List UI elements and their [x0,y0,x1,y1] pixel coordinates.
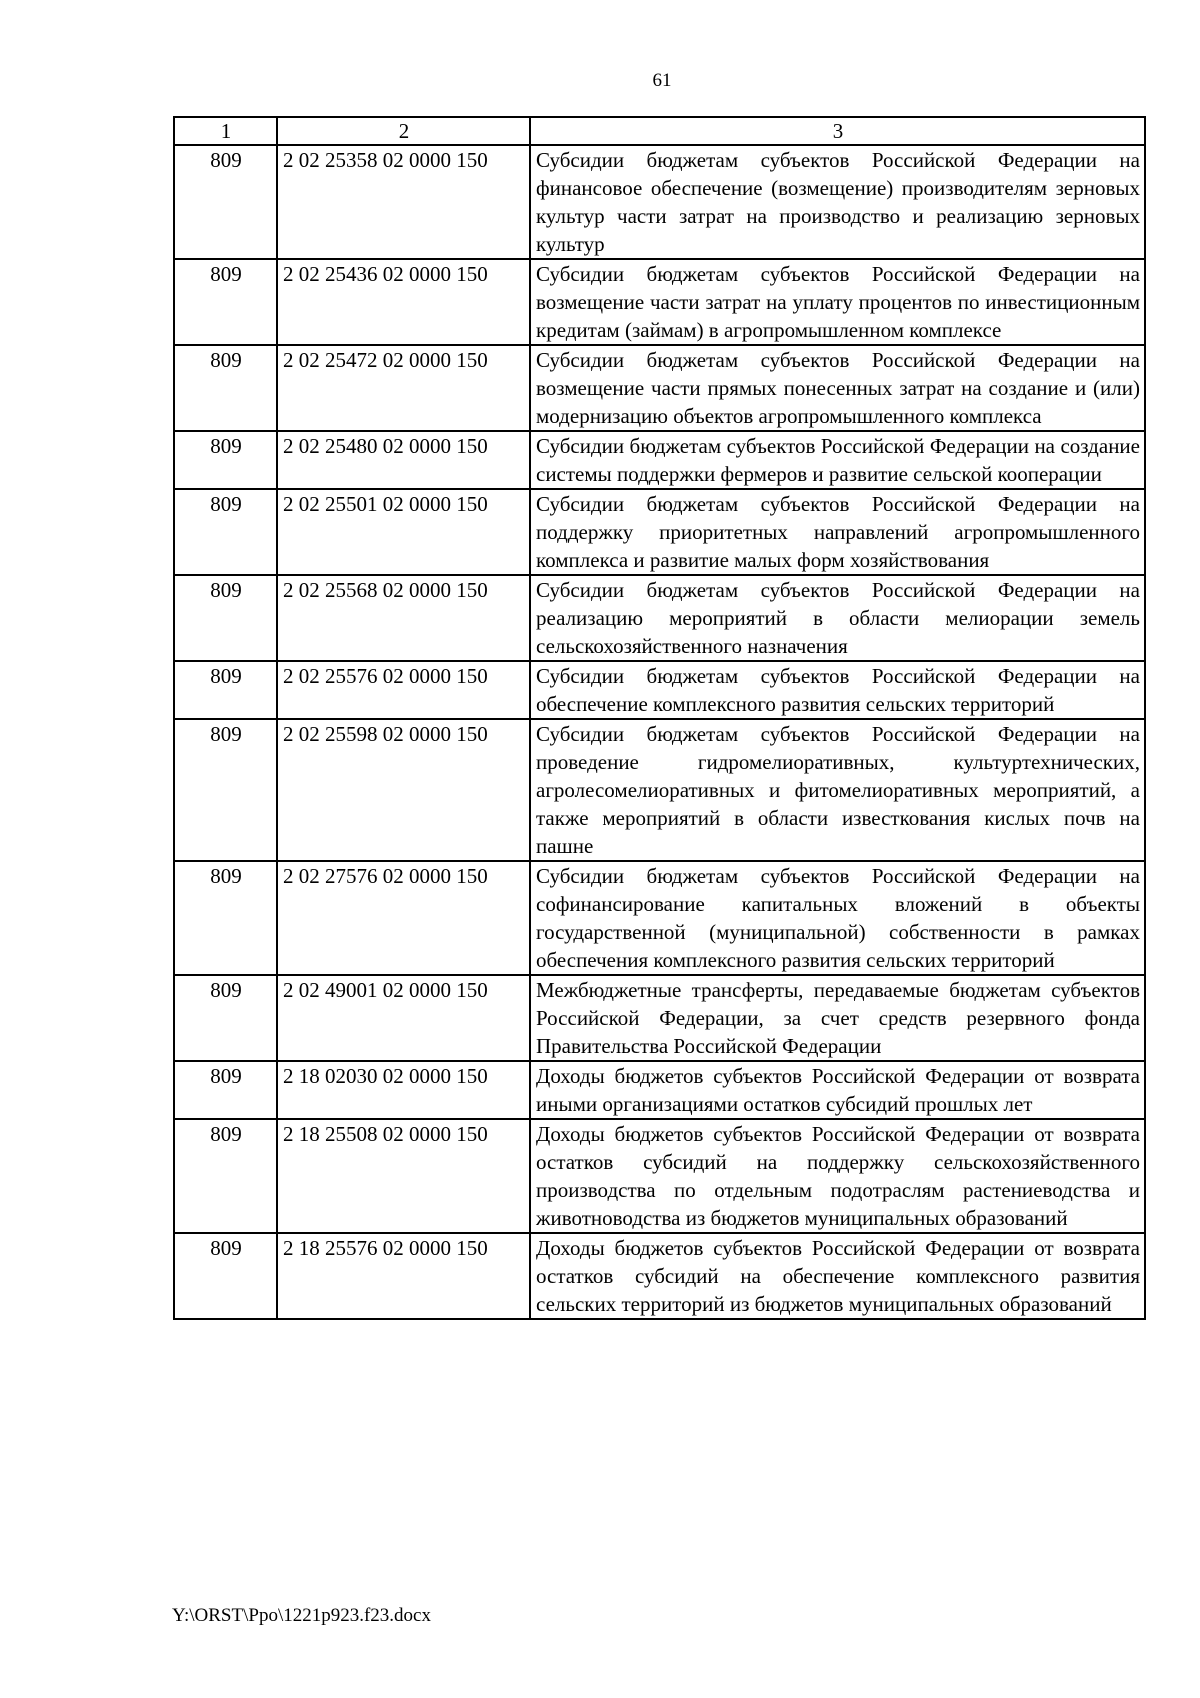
budget-classification-code-cell: 2 02 25501 02 0000 150 [277,489,530,575]
description-cell: Доходы бюджетов субъектов Российской Федерации от возврата остатков субсидий на обеспечение комплексного развития сельских территорий из бюджетов муниципальных образований [530,1233,1145,1319]
table-row [174,1233,1145,1319]
table-row [174,661,1145,719]
admin-code-cell: 809 [174,489,277,575]
admin-code-cell: 809 [174,431,277,489]
description-cell: Субсидии бюджетам субъектов Российской Федерации на финансовое обеспечение (возмещение) производителям зерновых культур части затрат на производство и реализацию зерновых культур [530,145,1145,259]
column-header-1: 1 [174,117,277,145]
budget-classification-code-cell: 2 02 25358 02 0000 150 [277,145,530,259]
column-header-3: 3 [530,117,1145,145]
admin-code-cell: 809 [174,975,277,1061]
description-cell: Доходы бюджетов субъектов Российской Федерации от возврата иными организациями остатков субсидий прошлых лет [530,1061,1145,1119]
table-row [174,1061,1145,1119]
column-header-2: 2 [277,117,530,145]
budget-classification-code-cell: 2 02 25436 02 0000 150 [277,259,530,345]
description-cell: Субсидии бюджетам субъектов Российской Федерации на обеспечение комплексного развития сельских территорий [530,661,1145,719]
table-row [174,975,1145,1061]
description-cell: Межбюджетные трансферты, передаваемые бюджетам субъектов Российской Федерации, за счет средств резервного фонда Правительства Российской Федерации [530,975,1145,1061]
table-row [174,489,1145,575]
budget-classification-code-cell: 2 02 25472 02 0000 150 [277,345,530,431]
description-cell: Субсидии бюджетам субъектов Российской Федерации на поддержку приоритетных направлений агропромышленного комплекса и развитие малых форм хозяйствования [530,489,1145,575]
description-cell: Субсидии бюджетам субъектов Российской Федерации на создание системы поддержки фермеров и развитие сельской кооперации [530,431,1145,489]
admin-code-cell: 809 [174,145,277,259]
admin-code-cell: 809 [174,1233,277,1319]
admin-code-cell: 809 [174,719,277,861]
budget-classification-code-cell: 2 02 49001 02 0000 150 [277,975,530,1061]
budget-classification-code-cell: 2 02 27576 02 0000 150 [277,861,530,975]
description-cell: Субсидии бюджетам субъектов Российской Федерации на возмещение части прямых понесенных затрат на создание и (или) модернизацию объектов агропромышленного комплекса [530,345,1145,431]
table-row [174,861,1145,975]
file-path-footer: Y:\ORST\Ppo\1221p923.f23.docx [172,1605,431,1626]
table-row [174,259,1145,345]
description-cell: Субсидии бюджетам субъектов Российской Федерации на софинансирование капитальных вложений в объекты государственной (муниципальной) собственности в рамках обеспечения комплексного развития сельских территорий [530,861,1145,975]
budget-classification-code-cell: 2 18 25508 02 0000 150 [277,1119,530,1233]
table-row [174,345,1145,431]
budget-classification-code-cell: 2 18 02030 02 0000 150 [277,1061,530,1119]
table-header-row [174,117,1145,145]
revenue-codes-table [173,116,1146,1320]
table-row [174,431,1145,489]
table-row [174,1119,1145,1233]
admin-code-cell: 809 [174,575,277,661]
admin-code-cell: 809 [174,861,277,975]
table-row [174,575,1145,661]
budget-classification-code-cell: 2 02 25598 02 0000 150 [277,719,530,861]
table-row [174,145,1145,259]
admin-code-cell: 809 [174,259,277,345]
budget-classification-code-cell: 2 02 25480 02 0000 150 [277,431,530,489]
description-cell: Доходы бюджетов субъектов Российской Федерации от возврата остатков субсидий на поддержку сельскохозяйственного производства по отдельным подотраслям растениеводства и животноводства из бюджетов муниципальных образований [530,1119,1145,1233]
admin-code-cell: 809 [174,661,277,719]
page-number: 61 [652,70,672,91]
admin-code-cell: 809 [174,1061,277,1119]
description-cell: Субсидии бюджетам субъектов Российской Федерации на проведение гидромелиоративных, культуртехнических, агролесомелиоративных и фитомелиоративных мероприятий, а также мероприятий в области известкования кислых почв на пашне [530,719,1145,861]
table-row [174,719,1145,861]
description-cell: Субсидии бюджетам субъектов Российской Федерации на возмещение части затрат на уплату процентов по инвестиционным кредитам (займам) в агропромышленном комплексе [530,259,1145,345]
admin-code-cell: 809 [174,345,277,431]
budget-classification-code-cell: 2 02 25568 02 0000 150 [277,575,530,661]
admin-code-cell: 809 [174,1119,277,1233]
description-cell: Субсидии бюджетам субъектов Российской Федерации на реализацию мероприятий в области мелиорации земель сельскохозяйственного назначения [530,575,1145,661]
budget-classification-code-cell: 2 02 25576 02 0000 150 [277,661,530,719]
budget-classification-code-cell: 2 18 25576 02 0000 150 [277,1233,530,1319]
